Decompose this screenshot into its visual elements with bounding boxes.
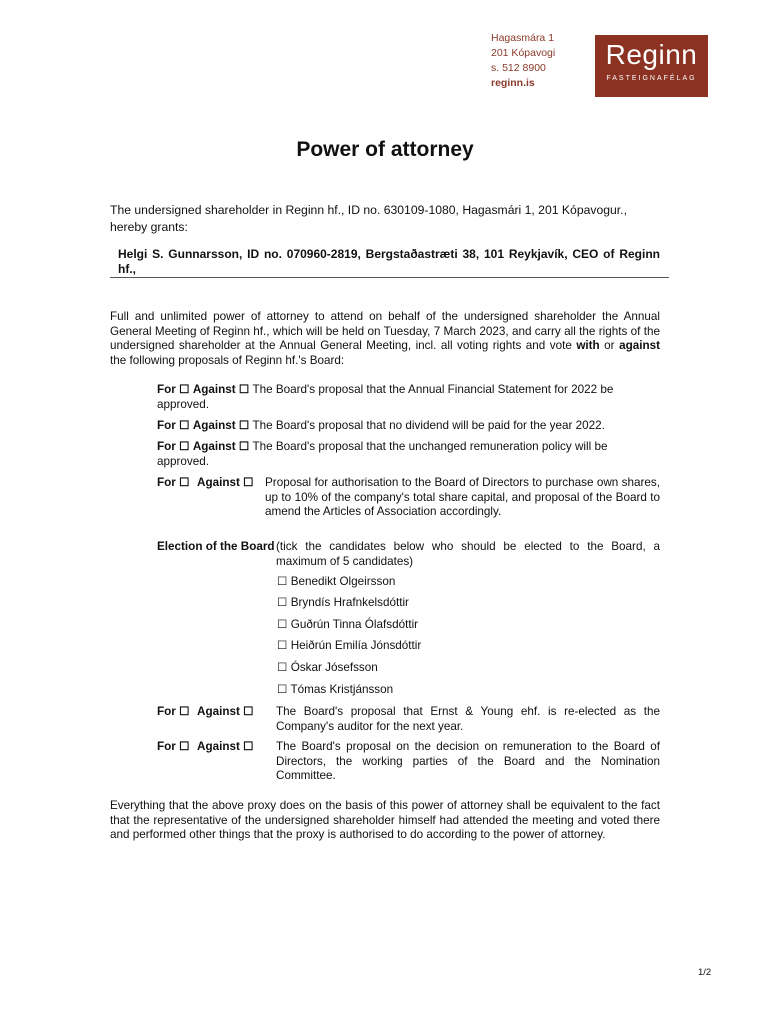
authority-with: with — [576, 339, 600, 352]
authority-paragraph — [110, 310, 660, 368]
proposal-row-share-buyback — [157, 476, 660, 536]
proposal-row-dividend — [157, 419, 660, 434]
proposal-row-annual-statement — [157, 383, 660, 412]
election-row — [157, 540, 660, 570]
grantee-underline — [110, 277, 669, 278]
proposal-row-board-remuneration — [157, 740, 660, 785]
closing-paragraph: Everything that the above proxy does on the basis of this power of attorney shall be equivalent to the fact that the representative of the undersigned shareholder himself had attended the meeting and voted there and performed other things that the proxy is authorised to do according to the power of attorney. — [110, 799, 660, 841]
company-address — [491, 31, 555, 91]
reginn-logo — [595, 35, 708, 97]
vote-for-checkbox[interactable]: For ☐ — [157, 383, 190, 396]
proposal-text: The Board's proposal that the unchanged remuneration policy will be approved. — [157, 440, 608, 468]
proposal-row-auditor — [157, 705, 660, 735]
page-title: Power of attorney — [296, 138, 474, 161]
vote-for-checkbox[interactable]: For ☐ — [157, 740, 190, 753]
address-line-street: Hagasmára 1 — [491, 32, 555, 44]
grantee-paragraph: Helgi S. Gunnarsson, ID no. 070960-2819, Bergstaðastræti 38, 101 Reykjavík, CEO of Reginn hf., — [118, 247, 660, 276]
address-website: reginn.is — [491, 77, 535, 89]
address-line-city: 201 Kópavogi — [491, 47, 556, 59]
vote-against-checkbox[interactable]: Against ☐ — [197, 705, 254, 718]
logo-subtitle: FASTEIGNAFÉLAG — [606, 75, 697, 82]
vote-against-checkbox[interactable]: Against ☐ — [197, 476, 254, 489]
proposal-text: The Board's proposal on the decision on remuneration to the Board of Directors, the working parties of the Board and the Nomination Committee. — [276, 740, 660, 782]
authority-or: or — [599, 339, 620, 352]
candidate-checkbox-olafsdottir[interactable]: ☐ Guðrún Tinna Ólafsdóttir — [277, 618, 419, 631]
proposal-row-remuneration-policy — [157, 440, 660, 469]
vote-against-checkbox[interactable]: Against ☐ — [192, 383, 250, 396]
candidate-checkbox-kristjansson[interactable]: ☐ Tómas Kristjánsson — [277, 683, 394, 696]
authority-text-2: the following proposals of Reginn hf.'s Board: — [110, 353, 345, 367]
election-label: Election of the Board — [157, 540, 275, 553]
vote-for-checkbox[interactable]: For ☐ — [157, 705, 190, 718]
proposal-text: The Board's proposal that Ernst & Young ehf. is re-elected as the Company's auditor for the next year. — [276, 705, 660, 733]
vote-against-checkbox[interactable]: Against ☐ — [197, 740, 254, 753]
authority-against: against — [619, 339, 660, 352]
vote-for-checkbox[interactable]: For ☐ — [157, 440, 190, 453]
logo-name: Reginn — [605, 39, 698, 70]
vote-against-checkbox[interactable]: Against ☐ — [192, 419, 250, 432]
vote-against-checkbox[interactable]: Against ☐ — [192, 440, 250, 453]
candidate-checkbox-josefsson[interactable]: ☐ Óskar Jósefsson — [277, 661, 378, 674]
candidate-checkbox-olgeirsson[interactable]: ☐ Benedikt Olgeirsson — [277, 575, 396, 588]
candidate-checkbox-jonsdottir[interactable]: ☐ Heiðrún Emilía Jónsdóttir — [277, 639, 422, 652]
election-instruction: (tick the candidates below who should be elected to the Board, a maximum of 5 candidates) — [276, 540, 660, 568]
page-number: 1/2 — [698, 967, 712, 978]
intro-paragraph: The undersigned shareholder in Reginn hf., ID no. 630109-1080, Hagasmári 1, 201 Kópavogur., hereby grants: — [110, 203, 627, 234]
authority-text-1: Full and unlimited power of attorney to attend on behalf of the undersigned shareholder the Annual General Meeting of Reginn hf., which will be held on Tuesday, 7 March 2023, and carry all the rights of the undersigned shareholder at the Annual General Meeting, incl. all voting rights and vote — [110, 310, 660, 352]
vote-for-checkbox[interactable]: For ☐ — [157, 476, 190, 489]
proposal-text: The Board's proposal that no dividend will be paid for the year 2022. — [252, 419, 605, 432]
vote-for-checkbox[interactable]: For ☐ — [157, 419, 190, 432]
proposal-text: Proposal for authorisation to the Board of Directors to purchase own shares, up to 10% of the company's total share capital, and proposal of the Board to amend the Articles of Association accordingly. — [265, 476, 660, 518]
address-line-phone: s. 512 8900 — [491, 62, 546, 74]
proposal-text: The Board's proposal that the Annual Financial Statement for 2022 be approved. — [157, 383, 614, 411]
candidate-checkbox-hrafnkelsdottir[interactable]: ☐ Bryndís Hrafnkelsdóttir — [277, 596, 409, 609]
